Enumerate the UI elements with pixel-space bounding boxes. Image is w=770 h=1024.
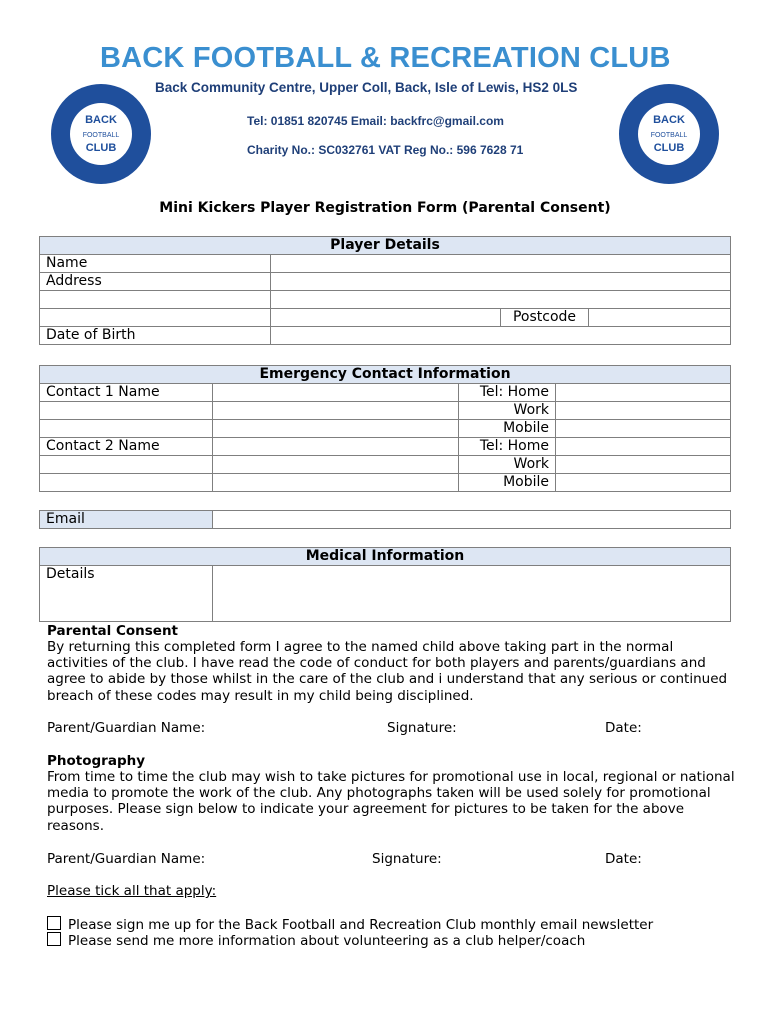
- medical-table: [39, 547, 731, 622]
- emergency-heading: Emergency Contact Information: [40, 366, 731, 384]
- club-crest-right: [617, 82, 721, 186]
- consent-text: By returning this completed form I agree to the named child above taking part in the normal activities of the club. I have read the code of conduct for both players and parents/guardians and agree to abide by those whilst in the care of the club and i understand that any serious or continued breach of these codes may result in my child being disciplined.: [47, 639, 728, 704]
- contact2-work-label: Work: [459, 456, 556, 474]
- dob-label: Date of Birth: [40, 327, 271, 345]
- volunteer-checkbox[interactable]: [47, 932, 61, 946]
- address-field-1[interactable]: [271, 273, 731, 291]
- photography-heading: Photography: [47, 753, 146, 769]
- emergency-table: [39, 365, 731, 492]
- contact1-mobile-field[interactable]: [556, 420, 731, 438]
- email-table: [39, 510, 731, 529]
- contact2-label-spacer: [40, 474, 213, 492]
- contact1-home-field[interactable]: [556, 384, 731, 402]
- club-contact: Tel: 01851 820745 Email: backfrc@gmail.com: [247, 114, 504, 128]
- contact1-work-field[interactable]: [556, 402, 731, 420]
- contact2-name-field[interactable]: [213, 438, 459, 456]
- contact1-label-spacer: [40, 420, 213, 438]
- email-label: Email: [40, 511, 213, 529]
- contact2-home-label: Tel: Home: [459, 438, 556, 456]
- club-address: Back Community Centre, Upper Coll, Back, Isle of Lewis, HS2 0LS: [155, 80, 578, 95]
- postcode-label: Postcode: [501, 309, 589, 327]
- photography-date-label: Date:: [605, 851, 642, 867]
- postcode-field[interactable]: [589, 309, 731, 327]
- contact1-extra-field[interactable]: [213, 402, 459, 420]
- contact2-label: Contact 2 Name: [40, 438, 213, 456]
- contact2-label-spacer: [40, 456, 213, 474]
- club-charity: Charity No.: SC032761 VAT Reg No.: 596 7628 71: [247, 143, 524, 157]
- photography-text: From time to time the club may wish to take pictures for promotional use in local, regional or national media to promote the work of the club. Any photographs taken will be used solely for promotional purposes. Please sign below to indicate your agreement for pictures to be taken for the above reasons.: [47, 769, 735, 834]
- medical-details-field[interactable]: [213, 566, 731, 622]
- medical-heading: Medical Information: [40, 548, 731, 566]
- newsletter-option-label: Please sign me up for the Back Football and Recreation Club monthly email newsletter: [68, 917, 654, 933]
- crest-text-club: CLUB: [653, 142, 685, 154]
- contact1-mobile-label: Mobile: [459, 420, 556, 438]
- medical-details-label: Details: [40, 566, 213, 622]
- crest-text-back: BACK: [653, 114, 685, 126]
- contact1-name-field[interactable]: [213, 384, 459, 402]
- club-crest-left: [49, 82, 153, 186]
- tick-instruction: Please tick all that apply:: [47, 883, 217, 899]
- photography-signature-label: Signature:: [372, 851, 442, 867]
- photography-guardian-label: Parent/Guardian Name:: [47, 851, 206, 867]
- address-label-spacer: [40, 309, 271, 327]
- address-label: Address: [40, 273, 271, 291]
- contact2-extra-field[interactable]: [213, 456, 459, 474]
- consent-guardian-label: Parent/Guardian Name:: [47, 720, 206, 736]
- email-field[interactable]: [213, 511, 731, 529]
- club-title: BACK FOOTBALL & RECREATION CLUB: [100, 42, 671, 74]
- crest-text-football: FOOTBALL: [82, 132, 120, 139]
- name-label: Name: [40, 255, 271, 273]
- consent-heading: Parental Consent: [47, 623, 179, 639]
- crest-text-club: CLUB: [85, 142, 117, 154]
- volunteer-option[interactable]: [47, 932, 585, 949]
- address-field-3[interactable]: [271, 309, 501, 327]
- player-details-table: [39, 236, 731, 345]
- crest-text-football: FOOTBALL: [650, 132, 688, 139]
- contact1-work-label: Work: [459, 402, 556, 420]
- contact2-extra-field[interactable]: [213, 474, 459, 492]
- address-field-2[interactable]: [271, 291, 731, 309]
- contact2-mobile-field[interactable]: [556, 474, 731, 492]
- form-title: Mini Kickers Player Registration Form (Parental Consent): [159, 200, 611, 216]
- contact2-mobile-label: Mobile: [459, 474, 556, 492]
- contact2-work-field[interactable]: [556, 456, 731, 474]
- name-field[interactable]: [271, 255, 731, 273]
- newsletter-checkbox[interactable]: [47, 916, 61, 930]
- consent-signature-label: Signature:: [387, 720, 457, 736]
- crest-text-back: BACK: [85, 114, 117, 126]
- contact1-label: Contact 1 Name: [40, 384, 213, 402]
- contact1-home-label: Tel: Home: [459, 384, 556, 402]
- contact1-label-spacer: [40, 402, 213, 420]
- address-label-spacer: [40, 291, 271, 309]
- contact1-extra-field[interactable]: [213, 420, 459, 438]
- newsletter-option[interactable]: [47, 916, 653, 933]
- dob-field[interactable]: [271, 327, 731, 345]
- player-details-heading: Player Details: [40, 237, 731, 255]
- volunteer-option-label: Please send me more information about volunteering as a club helper/coach: [68, 933, 586, 949]
- contact2-home-field[interactable]: [556, 438, 731, 456]
- consent-date-label: Date:: [605, 720, 642, 736]
